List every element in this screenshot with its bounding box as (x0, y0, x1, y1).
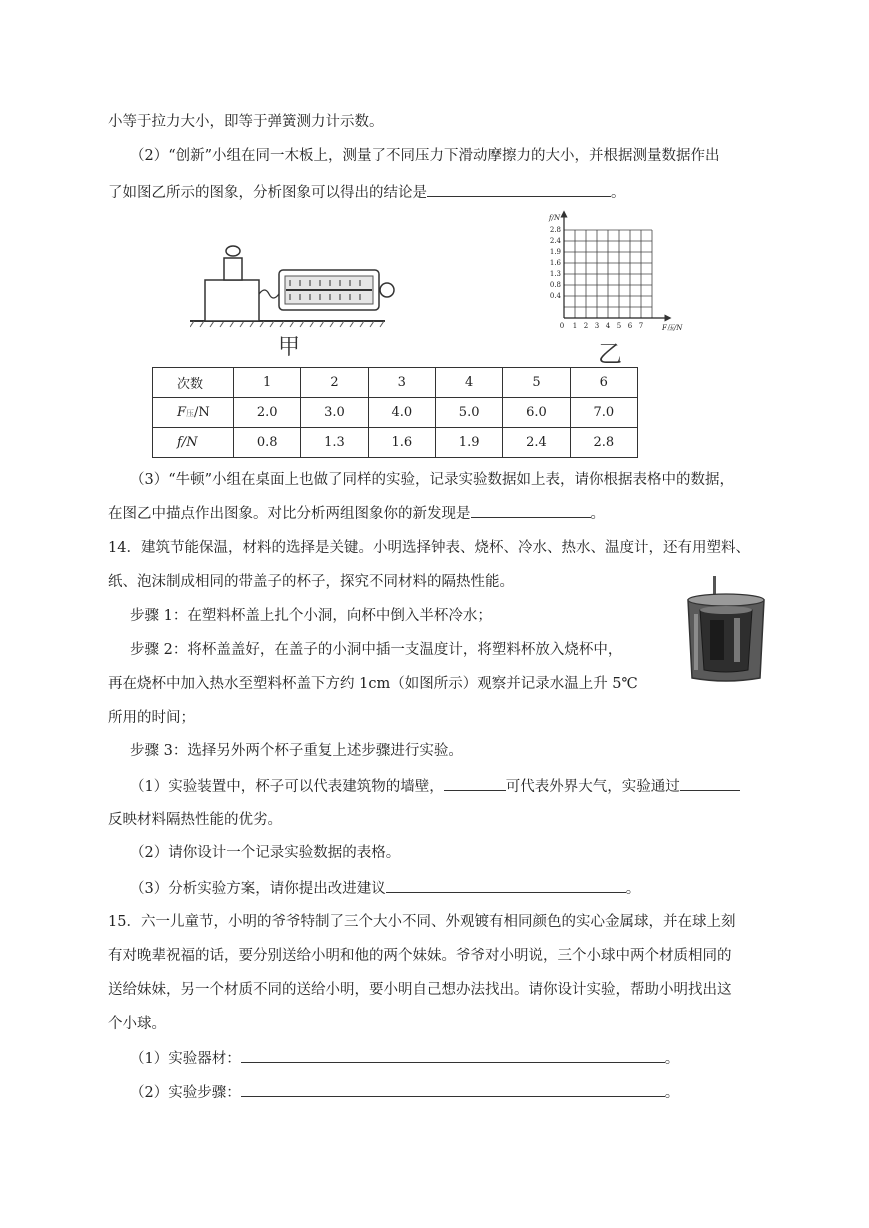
table-row (153, 428, 638, 458)
table-cell: 5 (503, 368, 570, 398)
table-cell: 1 (234, 368, 301, 398)
table-header-f: f/N (153, 428, 234, 458)
question-15-2-text (130, 1082, 679, 1103)
answer-blank-method[interactable] (680, 776, 740, 791)
f-symbol: F (177, 405, 187, 420)
table-cell: 1.3 (301, 428, 368, 458)
question-3-text: （3）“牛顿”小组在桌面上也做了同样的实验，记录实验数据如上表，请你根据表格中的数据， (130, 472, 735, 488)
table-cell: 1.6 (368, 428, 435, 458)
graph-x-tick: 1 (572, 322, 578, 330)
graph-y-tick: 2.4 (549, 237, 561, 245)
step-2-text-cont: 再在烧杯中加入热水至塑料杯盖下方约 1cm（如图所示）观察并记录水温上升 5℃ (108, 676, 638, 692)
f-subscript: 压 (186, 409, 195, 418)
graph-x-tick: 3 (594, 322, 600, 330)
question-14-2-text: （2）请你设计一个记录实验数据的表格。 (130, 845, 401, 861)
punct: 。 (590, 506, 605, 522)
graph-y-tick: 0.8 (549, 281, 561, 289)
answer-blank-improvement[interactable] (386, 878, 626, 893)
graph-x-tick: 7 (638, 322, 644, 330)
question-15-text: 15．六一儿童节，小明的爷爷特制了三个大小不同、外观镀有相同颜色的实心金属球，并在球上刻 (108, 914, 736, 930)
graph-x-tick: 2 (583, 322, 589, 330)
table-cell: 2.0 (234, 398, 301, 428)
table-cell: 7.0 (570, 398, 637, 428)
graph-x-tick: 0 (559, 322, 565, 330)
question-2-text: （2）“创新”小组在同一木板上，测量了不同压力下滑动摩擦力的大小，并根据测量数据作出 (130, 148, 720, 164)
data-table (152, 367, 638, 458)
table-cell: 0.8 (234, 428, 301, 458)
graph-x-tick: 6 (627, 322, 633, 330)
table-cell: 2 (301, 368, 368, 398)
figure-jia-label: 甲 (278, 335, 301, 360)
question-14-1-text-mid: 可代表外界大气，实验通过 (505, 779, 680, 795)
question-14-3-text (130, 878, 640, 899)
step-3-text: 步骤 3：选择另外两个杯子重复上述步骤进行实验。 (130, 743, 463, 759)
f-unit: /N (194, 405, 210, 420)
question-15-text-d: 个小球。 (108, 1016, 166, 1032)
table-cell: 3.0 (301, 398, 368, 428)
table-header-f-press (153, 398, 234, 428)
figure-yi-label: 乙 (598, 340, 622, 368)
question-2-prompt-text: 了如图乙所示的图象，分析图象可以得出的结论是 (108, 185, 427, 201)
punct: 。 (664, 1085, 680, 1101)
graph-x-tick: 5 (616, 322, 622, 330)
graph-x-axis-label: F压/N (662, 324, 683, 332)
table-cell: 2.4 (503, 428, 570, 458)
table-cell: 6.0 (503, 398, 570, 428)
table-cell: 3 (368, 368, 435, 398)
step-2-text-end: 所用的时间； (108, 710, 195, 726)
punct: 。 (625, 881, 641, 897)
graph-y-tick: 2.8 (549, 226, 561, 234)
table-cell: 5.0 (435, 398, 502, 428)
table-row (153, 398, 638, 428)
graph-y-tick: 1.6 (549, 259, 561, 267)
table-cell: 4 (435, 368, 502, 398)
step-2-text: 步骤 2：将杯盖盖好，在盖子的小洞中插一支温度计，将塑料杯放入烧杯中， (130, 642, 623, 658)
punct: 。 (664, 1051, 680, 1067)
table-cell: 4.0 (368, 398, 435, 428)
table-row (153, 368, 638, 398)
question-15-2-prompt: （2）实验步骤： (130, 1085, 241, 1101)
punct: 。 (611, 185, 626, 201)
question-14-text-cont: 纸、泡沫制成相同的带盖子的杯子，探究不同材料的隔热性能。 (108, 574, 514, 590)
graph-y-tick: 1.9 (549, 248, 561, 256)
question-14-1-text-cont: 反映材料隔热性能的优劣。 (108, 812, 282, 828)
table-cell: 2.8 (570, 428, 637, 458)
question-14-1-text-a: （1）实验装置中，杯子可以代表建筑物的墙壁， (130, 779, 444, 795)
graph-x-tick: 4 (605, 322, 611, 330)
beaker-photo (682, 574, 770, 686)
answer-blank-steps[interactable] (241, 1082, 665, 1097)
answer-blank-new-finding[interactable] (471, 503, 591, 518)
table-cell: 1.9 (435, 428, 502, 458)
answer-blank-atmosphere[interactable] (444, 776, 506, 791)
answer-blank-equipment[interactable] (241, 1048, 665, 1063)
table-cell: 6 (570, 368, 637, 398)
question-15-1-prompt: （1）实验器材： (130, 1051, 241, 1067)
graph-y-axis-label: f/N (549, 214, 561, 222)
figure-yi-graph (540, 208, 690, 334)
graph-y-tick: 1.3 (549, 270, 561, 278)
question-2-prompt (108, 182, 626, 203)
answer-blank-conclusion[interactable] (427, 182, 611, 197)
question-14-text: 14．建筑节能保温，材料的选择是关键。小明选择钟表、烧杯、冷水、热水、温度计，还有用塑料、 (108, 540, 750, 556)
question-14-3-prompt: （3）分析实验方案，请你提出改进建议 (130, 881, 386, 897)
line-continued-text: 小等于拉力大小，即等于弹簧测力计示数。 (108, 114, 384, 130)
graph-y-tick: 0.4 (549, 292, 561, 300)
question-3-prompt-text: 在图乙中描点作出图象。对比分析两组图象你的新发现是 (108, 506, 471, 522)
question-15-text-c: 送给妹妹，另一个材质不同的送给小明，要小明自己想办法找出。请你设计实验，帮助小明找出这 (108, 982, 732, 998)
table-header-count: 次数 (153, 368, 234, 398)
question-15-1-text (130, 1048, 679, 1069)
step-1-text: 步骤 1：在塑料杯盖上扎个小洞，向杯中倒入半杯冷水； (130, 608, 492, 624)
question-15-text-b: 有对晚辈祝福的话，要分别送给小明和他的两个妹妹。爷爷对小明说，三个小球中两个材质相同的 (108, 948, 732, 964)
question-14-1-text (130, 776, 740, 797)
question-3-prompt (108, 503, 605, 524)
